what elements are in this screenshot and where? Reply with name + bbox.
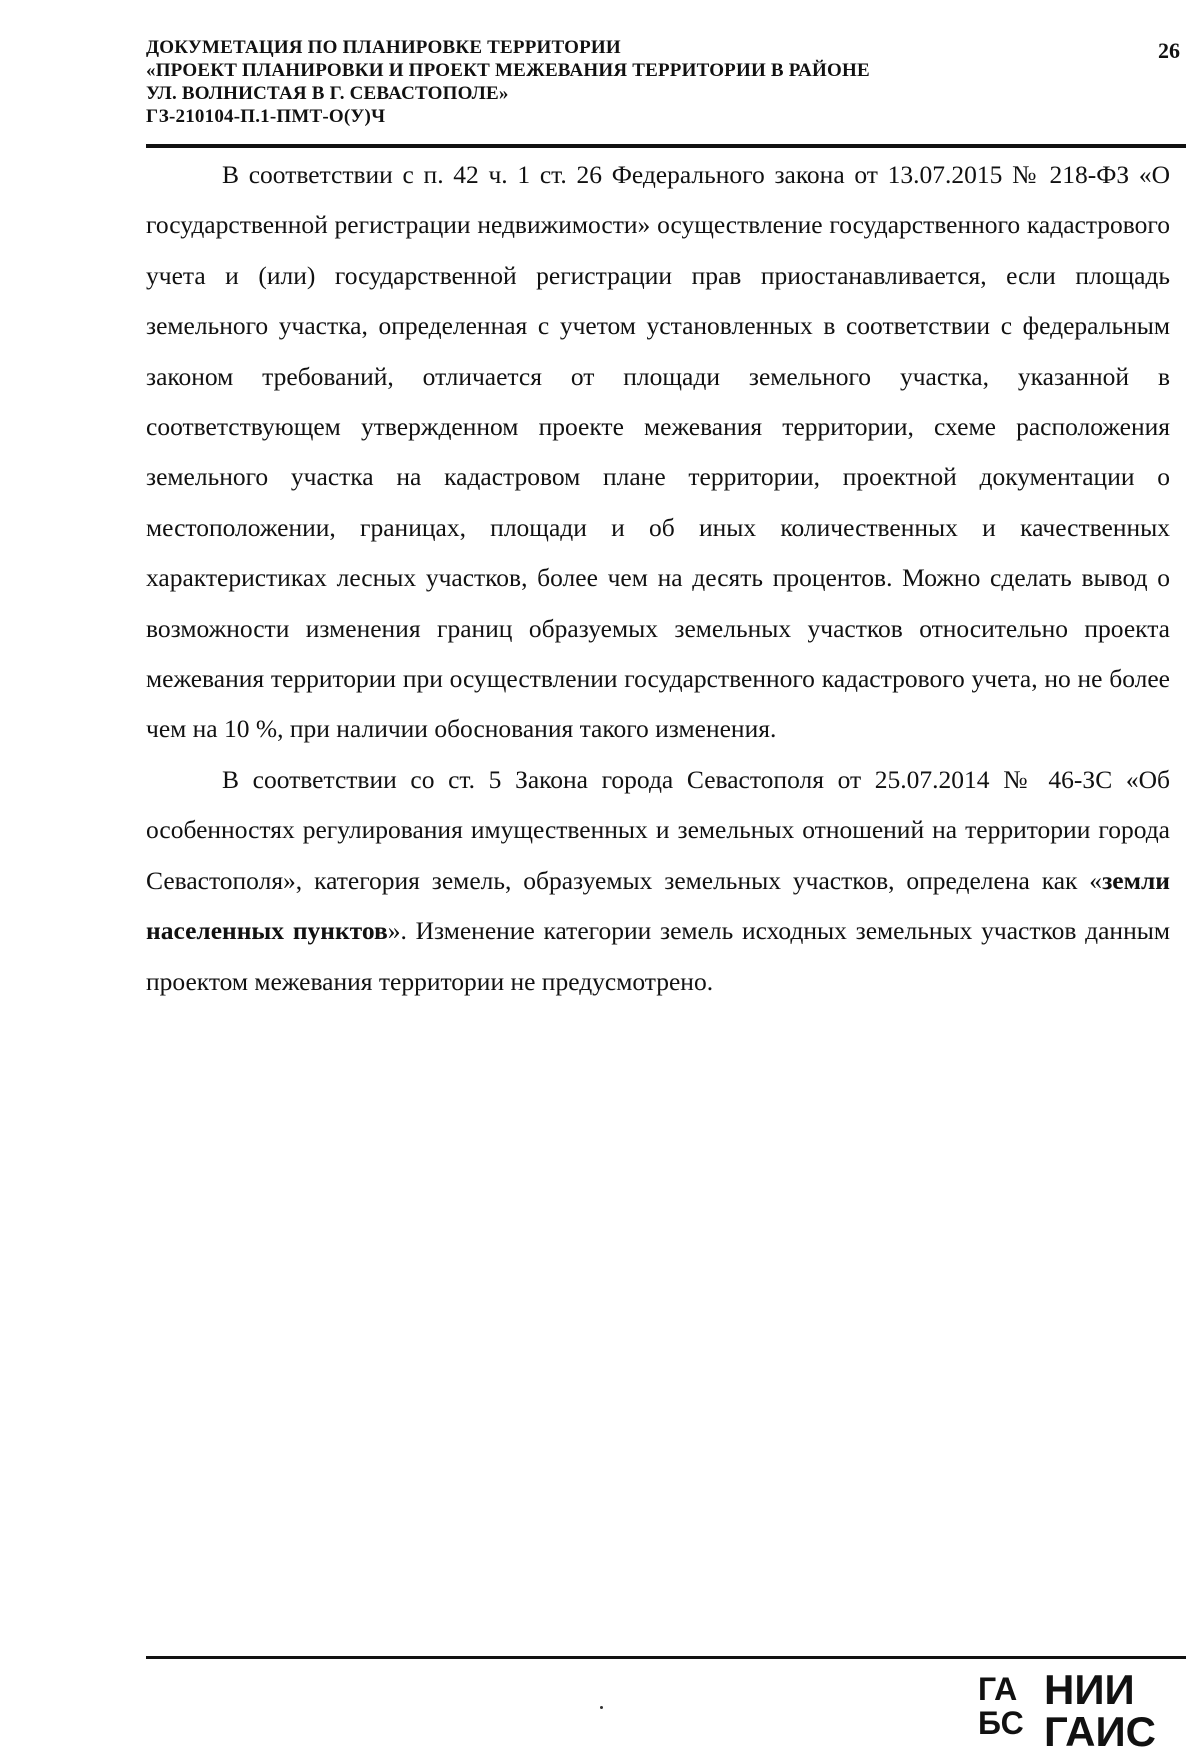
header-line-4: ГЗ-210104-П.1-ПМТ-О(У)Ч [146,106,386,127]
logo-name-top: НИИ [1044,1666,1135,1713]
header-divider [146,144,1186,148]
logo-mark-top: ГА [978,1671,1018,1707]
paragraph-2-text-after: ». Изменение категории земель исходных земельных участков данным проектом межевания территории не предусмотрено. [146,916,1170,996]
page-number: 26 [1158,38,1180,63]
logo-mark-bottom: БС [978,1705,1024,1741]
footer-divider [146,1656,1186,1659]
paragraph-2-text-before: В соответствии со ст. 5 Закона города Севастополя от 25.07.2014 № 46-ЗС «Об особенностях регулирования имущественных и земельных отношений на территории города Севастополя», категория земель, образуемых земельных участков, определена как « [146,764,1170,895]
paragraph-1 [146,150,1170,755]
land-category-emphasis: земли населенных пунктов [146,865,1170,946]
document-body [146,150,1170,1007]
document-header [146,36,1186,128]
header-line-3: УЛ. ВОЛНИСТАЯ В Г. СЕВАСТОПОЛЕ» [146,83,509,104]
paragraph-2 [146,755,1170,1007]
nii-gais-logo [978,1666,1178,1748]
header-line-1: ДОКУМЕТАЦИЯ ПО ПЛАНИРОВКЕ ТЕРРИТОРИИ [146,37,621,58]
logo-graphic [978,1668,1178,1748]
paragraph-1-text: В соответствии с п. 42 ч. 1 ст. 26 Федерального закона от 13.07.2015 № 218-ФЗ «О государственной регистрации недвижимости» осуществление государственного кадастрового учета и (или) государственной регистрации прав приостанавливается, если площадь земельного участка, определенная с учетом установленных в соответствии с федеральным законом требований, отличается от площади земельного участка, указанной в соответствующем утвержденном проекте межевания территории, схеме расположения земельного участка на кадастровом плане территории, проектной документации о местоположении, границах, площади и об иных количественных и качественных характеристиках лесных участков, более чем на десять процентов. Можно сделать вывод о возможности изменения границ образуемых земельных участков относительно проекта межевания территории при осуществлении государственного кадастрового учета, но не более чем на 10 %, при наличии обоснования такого изменения. [146,160,1170,744]
header-line-2: «ПРОЕКТ ПЛАНИРОВКИ И ПРОЕКТ МЕЖЕВАНИЯ ТЕРРИТОРИИ В РАЙОНЕ [146,60,870,81]
scan-speck [600,1706,603,1709]
logo-name-bottom: ГАИС [1044,1708,1157,1748]
